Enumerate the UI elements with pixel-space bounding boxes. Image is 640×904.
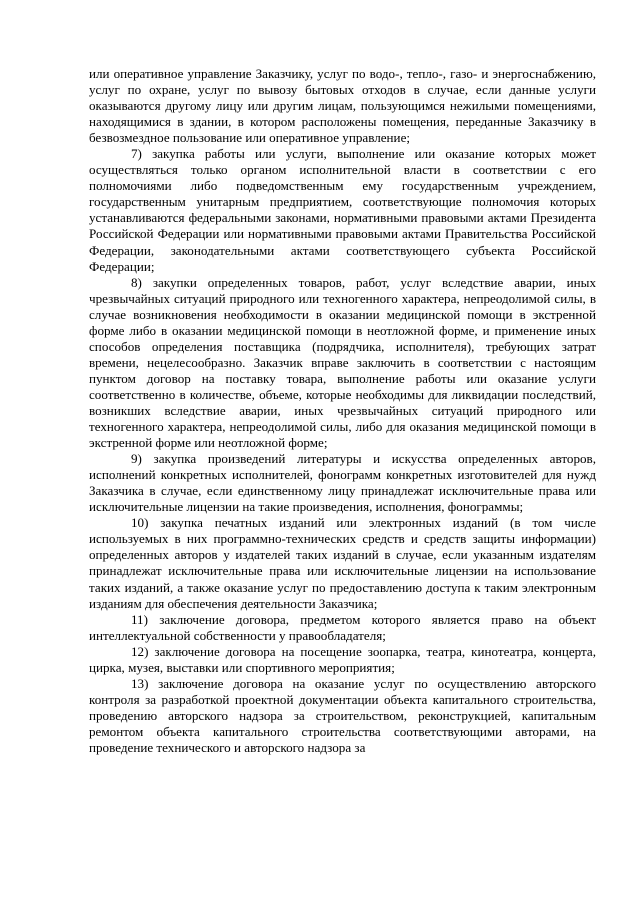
paragraph-item-10: 10) закупка печатных изданий или электронных изданий (в том числе используемых в них программно-технических средств и средств защиты информации) определенных авторов у издателей таких изданий в случае, если указанным издателям принадлежат исключительные права или исключительные лицензии на использование таких изданий, а также оказание услуг по предоставлению доступа к таким электронным изданиям для обеспечения деятельности Заказчика; [89,515,596,611]
paragraph-item-12: 12) заключение договора на посещение зоопарка, театра, кинотеатра, концерта, цирка, музея, выставки или спортивного мероприятия; [89,643,596,675]
paragraph-continuation: или оперативное управление Заказчику, услуг по водо-, тепло-, газо- и энергоснабжению, услуг по охране, услуг по вывозу бытовых отходов в случае, если данные услуги оказываются другому лицу или другим лицам, пользующимся нежилыми помещениями, находящимися в здании, в котором расположены помещения, переданные Заказчику в безвозмездное пользование или оперативное управление; [89,66,596,146]
paragraph-item-8: 8) закупки определенных товаров, работ, услуг вследствие аварии, иных чрезвычайных ситуаций природного или техногенного характера, непреодолимой силы, в случае возникновения необходимости в оказании медицинской помощи в экстренной форме либо в оказании медицинской помощи в неотложной форме, и применение иных способов определения поставщика (подрядчика, исполнителя), требующих затрат времени, нецелесообразно. Заказчик вправе заключить в соответствии с настоящим пунктом договор на поставку товара, выполнение работы или оказание услуги соответственно в количестве, объеме, которые необходимы для ликвидации последствий, возникших вследствие аварии, иных чрезвычайных ситуаций природного или техногенного характера, непреодолимой силы, либо для оказания медицинской помощи в экстренной форме или неотложной форме; [89,274,596,451]
paragraph-item-11: 11) заключение договора, предметом которого является право на объект интеллектуальной собственности у правообладателя; [89,611,596,643]
paragraph-item-9: 9) закупка произведений литературы и искусства определенных авторов, исполнений конкретных исполнителей, фонограмм конкретных изготовителей для нужд Заказчика в случае, если единственному лицу принадлежат исключительные права или исключительные лицензии на такие произведения, исполнения, фонограммы; [89,451,596,515]
paragraph-item-7: 7) закупка работы или услуги, выполнение или оказание которых может осуществляться только органом исполнительной власти в соответствии с его полномочиями либо подведомственным ему государственным учреждением, государственным унитарным предприятием, соответствующие полномочия которых устанавливаются федеральными законами, нормативными правовыми актами Президента Российской Федерации или нормативными правовыми актами Правительства Российской Федерации, законодательными актами соответствующего субъекта Российской Федерации; [89,146,596,274]
paragraph-item-13: 13) заключение договора на оказание услуг по осуществлению авторского контроля за разработкой проектной документации объекта капитального строительства, проведению авторского надзора за строительством, реконструкцией, капитальным ремонтом объекта капитального строительства соответствующими авторами, на проведение технического и авторского надзора за [89,675,596,755]
document-page [89,66,596,756]
